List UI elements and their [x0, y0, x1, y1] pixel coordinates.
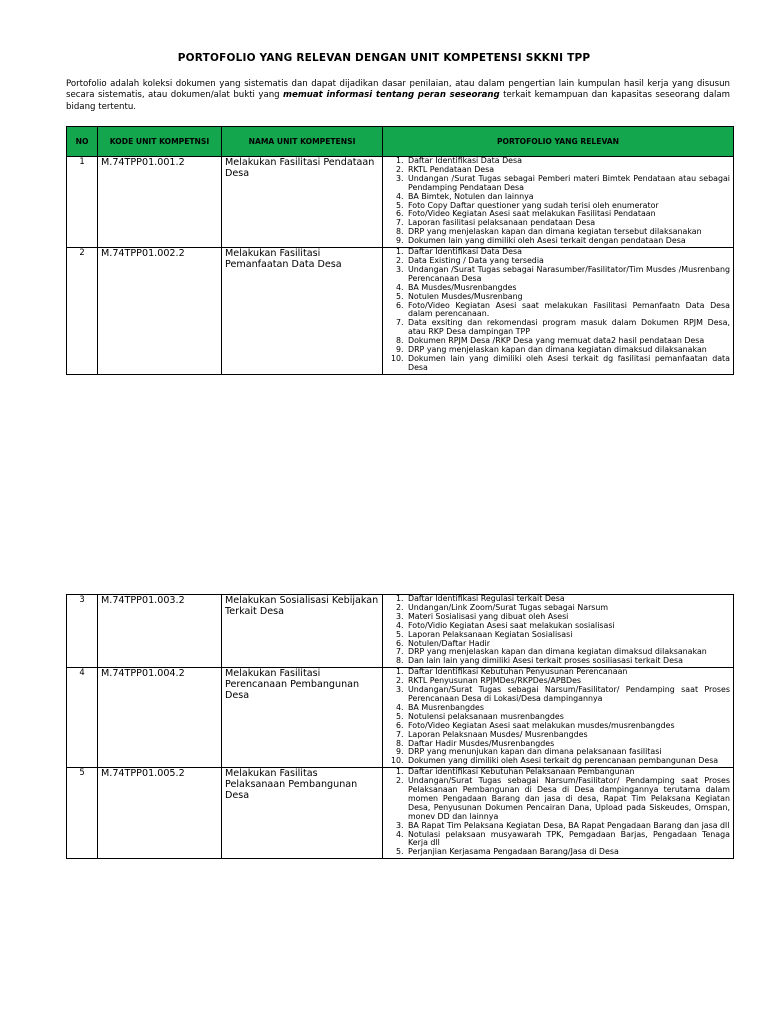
- portfolio-item: 5. Perjanjian Kerjasama Pengadaan Barang/Jasa di Desa: [406, 848, 730, 857]
- portfolio-cell: [383, 668, 734, 768]
- table-row: [67, 768, 734, 859]
- portfolio-item: 7. Laporan fasilitasi pelaksanaan pendataan Desa: [406, 219, 730, 228]
- unit-code: M.74TPP01.005.2: [98, 768, 222, 859]
- portfolio-cell: [383, 157, 734, 248]
- portfolio-item: 9. Dokumen lain yang dimiliki oleh Asesi terkait dengan pendataan Desa: [406, 237, 730, 246]
- table-row: [67, 668, 734, 768]
- table-row: [67, 595, 734, 668]
- header-nama: NAMA UNIT KOMPETENSI: [222, 127, 383, 157]
- table-row: [67, 157, 734, 248]
- portfolio-item: 9. DRP yang menunjukan kapan dan dimana pelaksanaan fasilitasi: [406, 748, 730, 757]
- table-row: [67, 248, 734, 375]
- unit-name: Melakukan Sosialisasi Kebijakan Terkait Desa: [222, 595, 383, 668]
- portfolio-list: [386, 768, 730, 857]
- unit-code: M.74TPP01.004.2: [98, 668, 222, 768]
- portfolio-list: [386, 595, 730, 666]
- portfolio-item: 5. Notulensi pelaksanaan musrenbangdes: [406, 713, 730, 722]
- table-header-row: [67, 127, 734, 157]
- portfolio-item: 2. RKTL Penyusunan RPJMDes/RKPDes/APBDes: [406, 677, 730, 686]
- portfolio-item: 4. BA Musrenbangdes: [406, 704, 730, 713]
- table-body-1: [67, 157, 734, 375]
- portfolio-item: 7. Data exsiting dan rekomendasi program masuk dalam Dokumen RPJM Desa, atau RKP Desa dampingan TPP: [406, 319, 730, 337]
- portfolio-item: 1. Daftar Identifikasi Kebutuhan Penyusunan Perencanaan: [406, 668, 730, 677]
- portfolio-item: 6. Foto/Video Kegiatan Asesi saat melakukan musdes/musrenbangdes: [406, 722, 730, 731]
- portfolio-item: 1. Daftar identifikasi Kebutuhan Pelaksanaan Pembangunan: [406, 768, 730, 777]
- portfolio-item: 10. Dokumen lain yang dimiliki oleh Asesi terkait dg fasilitasi pemanfaatan data Desa: [406, 355, 730, 373]
- portfolio-item: 8. Dokumen RPJM Desa /RKP Desa yang memuat data2 hasil pendataan Desa: [406, 337, 730, 346]
- portfolio-item: 2. Data Existing / Data yang tersedia: [406, 257, 730, 266]
- portfolio-item: 10. Dokumen yang dimiliki oleh Asesi terkait dg perencanaan pembangunan Desa: [406, 757, 730, 766]
- portfolio-item: 2. RKTL Pendataan Desa: [406, 166, 730, 175]
- portfolio-item: 9. DRP yang menjelaskan kapan dan dimana kegiatan dimaksud dilaksanakan: [406, 346, 730, 355]
- portfolio-table-part-1: [66, 126, 734, 375]
- portfolio-item: 4. Notulasi pelaksaan musyawarah TPK, Pemgadaan Barjas, Pengadaan Tenaga Kerja dll: [406, 831, 730, 849]
- portfolio-item: 3. Undangan/Surat Tugas sebagai Narsum/Fasilitator/ Pendamping saat Proses Perencanaan Desa di Lokasi/Desa dampingannya: [406, 686, 730, 704]
- portfolio-item: 4. BA Bimtek, Notulen dan lainnya: [406, 193, 730, 202]
- portfolio-cell: [383, 768, 734, 859]
- portfolio-list: [386, 248, 730, 373]
- unit-code: M.74TPP01.001.2: [98, 157, 222, 248]
- portfolio-item: 7. DRP yang menjelaskan kapan dan dimana kegiatan dimaksud dilaksanakan: [406, 648, 730, 657]
- portfolio-item: 3. Undangan /Surat Tugas sebagai Pemberi materi Bimtek Pendataan atau sebagai Pendamping Pendataan Desa: [406, 175, 730, 193]
- header-no: NO: [67, 127, 98, 157]
- row-number: 3: [67, 595, 98, 668]
- portfolio-item: 8. Daftar Hadir Musdes/Musrenbangdes: [406, 740, 730, 749]
- portfolio-list: [386, 157, 730, 246]
- portfolio-item: 3. Undangan /Surat Tugas sebagai Narasumber/Fasilitator/Tim Musdes /Musrenbang Perencanaan Desa: [406, 266, 730, 284]
- portfolio-item: 5. Notulen Musdes/Musrenbang: [406, 293, 730, 302]
- portfolio-item: 6. Foto/Video Kegiatan Asesi saat melakukan Fasilitasi Pemanfaatn Data Desa dalam perencanaan.: [406, 302, 730, 320]
- portfolio-item: 5. Laporan Pelaksanaan Kegiatan Sosialisasi: [406, 631, 730, 640]
- intro-paragraph: [66, 79, 730, 113]
- header-kode: KODE UNIT KOMPETNSI: [98, 127, 222, 157]
- portfolio-item: 3. Materi Sosialisasi yang dibuat oleh Asesi: [406, 613, 730, 622]
- unit-code: M.74TPP01.003.2: [98, 595, 222, 668]
- portfolio-item: 1. Daftar Identifikasi Data Desa: [406, 157, 730, 166]
- unit-code: M.74TPP01.002.2: [98, 248, 222, 375]
- intro-text-after: terkait kemampuan dan kapasitas seseorang dalam bidang tertentu.: [66, 90, 730, 112]
- portfolio-item: 1. Daftar Identifikasi Regulasi terkait Desa: [406, 595, 730, 604]
- portfolio-cell: [383, 595, 734, 668]
- unit-name: Melakukan Fasilitas Pelaksanaan Pembangunan Desa: [222, 768, 383, 859]
- portfolio-list: [386, 668, 730, 766]
- portfolio-cell: [383, 248, 734, 375]
- portfolio-item: 8. Dan lain lain yang dimiliki Asesi terkait proses sosiliasasi terkait Desa: [406, 657, 730, 666]
- unit-name: Melakukan Fasilitasi Pemanfaatan Data Desa: [222, 248, 383, 375]
- portfolio-item: 1. Daftar Identifikasi Data Desa: [406, 248, 730, 257]
- document-title: PORTOFOLIO YANG RELEVAN DENGAN UNIT KOMPETENSI SKKNI TPP: [177, 52, 591, 64]
- portfolio-item: 5. Foto Copy Daftar questioner yang sudah terisi oleh enumerator: [406, 202, 730, 211]
- portfolio-item: 8. DRP yang menjelaskan kapan dan dimana kegiatan tersebut dilaksanakan: [406, 228, 730, 237]
- row-number: 5: [67, 768, 98, 859]
- portfolio-item: 6. Foto/Video Kegiatan Asesi saat melakukan Fasilitasi Pendataan: [406, 210, 730, 219]
- portfolio-item: 4. Foto/Vidio Kegiatan Asesi saat melakukan sosialisasi: [406, 622, 730, 631]
- table-body-2: [67, 595, 734, 859]
- portfolio-item: 4. BA Musdes/Musrenbangdes: [406, 284, 730, 293]
- intro-text-before: Portofolio adalah koleksi dokumen yang sistematis dan dapat dijadikan dasar penilaian, atau dalam pengertian lain kumpulan hasil kerja yang disusun secara sistematis, atau dokumen/alat bukti yang: [66, 79, 730, 101]
- portfolio-item: 2. Undangan/Link Zoom/Surat Tugas sebagai Narsum: [406, 604, 730, 613]
- portfolio-item: 3. BA Rapat Tim Pelaksana Kegiatan Desa, BA Rapat Pengadaan Barang dan jasa dll: [406, 822, 730, 831]
- portfolio-item: 6. Notulen/Daftar Hadir: [406, 640, 730, 649]
- header-portofolio: PORTOFOLIO YANG RELEVAN: [383, 127, 734, 157]
- row-number: 4: [67, 668, 98, 768]
- portfolio-item: 2. Undangan/Surat Tugas sebagai Narsum/Fasilitator/ Pendamping saat Proses Pelaksanaan Pembangunan di Desa di Desa dampingannya terutama dalam momen Pengadaan Barang dan jasa di desa, Rapat Tim Pelaksana Kegiatan Desa, Penyusunan Dokumen Pencairan Dana, Upload pada Siskeudes, Omspan, monev DD dan lainnya: [406, 777, 730, 822]
- intro-emphasis: memuat informasi tentang peran seseorang: [283, 90, 500, 101]
- row-number: 2: [67, 248, 98, 375]
- row-number: 1: [67, 157, 98, 248]
- unit-name: Melakukan Fasilitasi Perencanaan Pembangunan Desa: [222, 668, 383, 768]
- portfolio-item: 7. Laporan Pelaksnaan Musdes/ Musrenbangdes: [406, 731, 730, 740]
- unit-name: Melakukan Fasilitasi Pendataan Desa: [222, 157, 383, 248]
- portfolio-table-part-2: [66, 594, 734, 859]
